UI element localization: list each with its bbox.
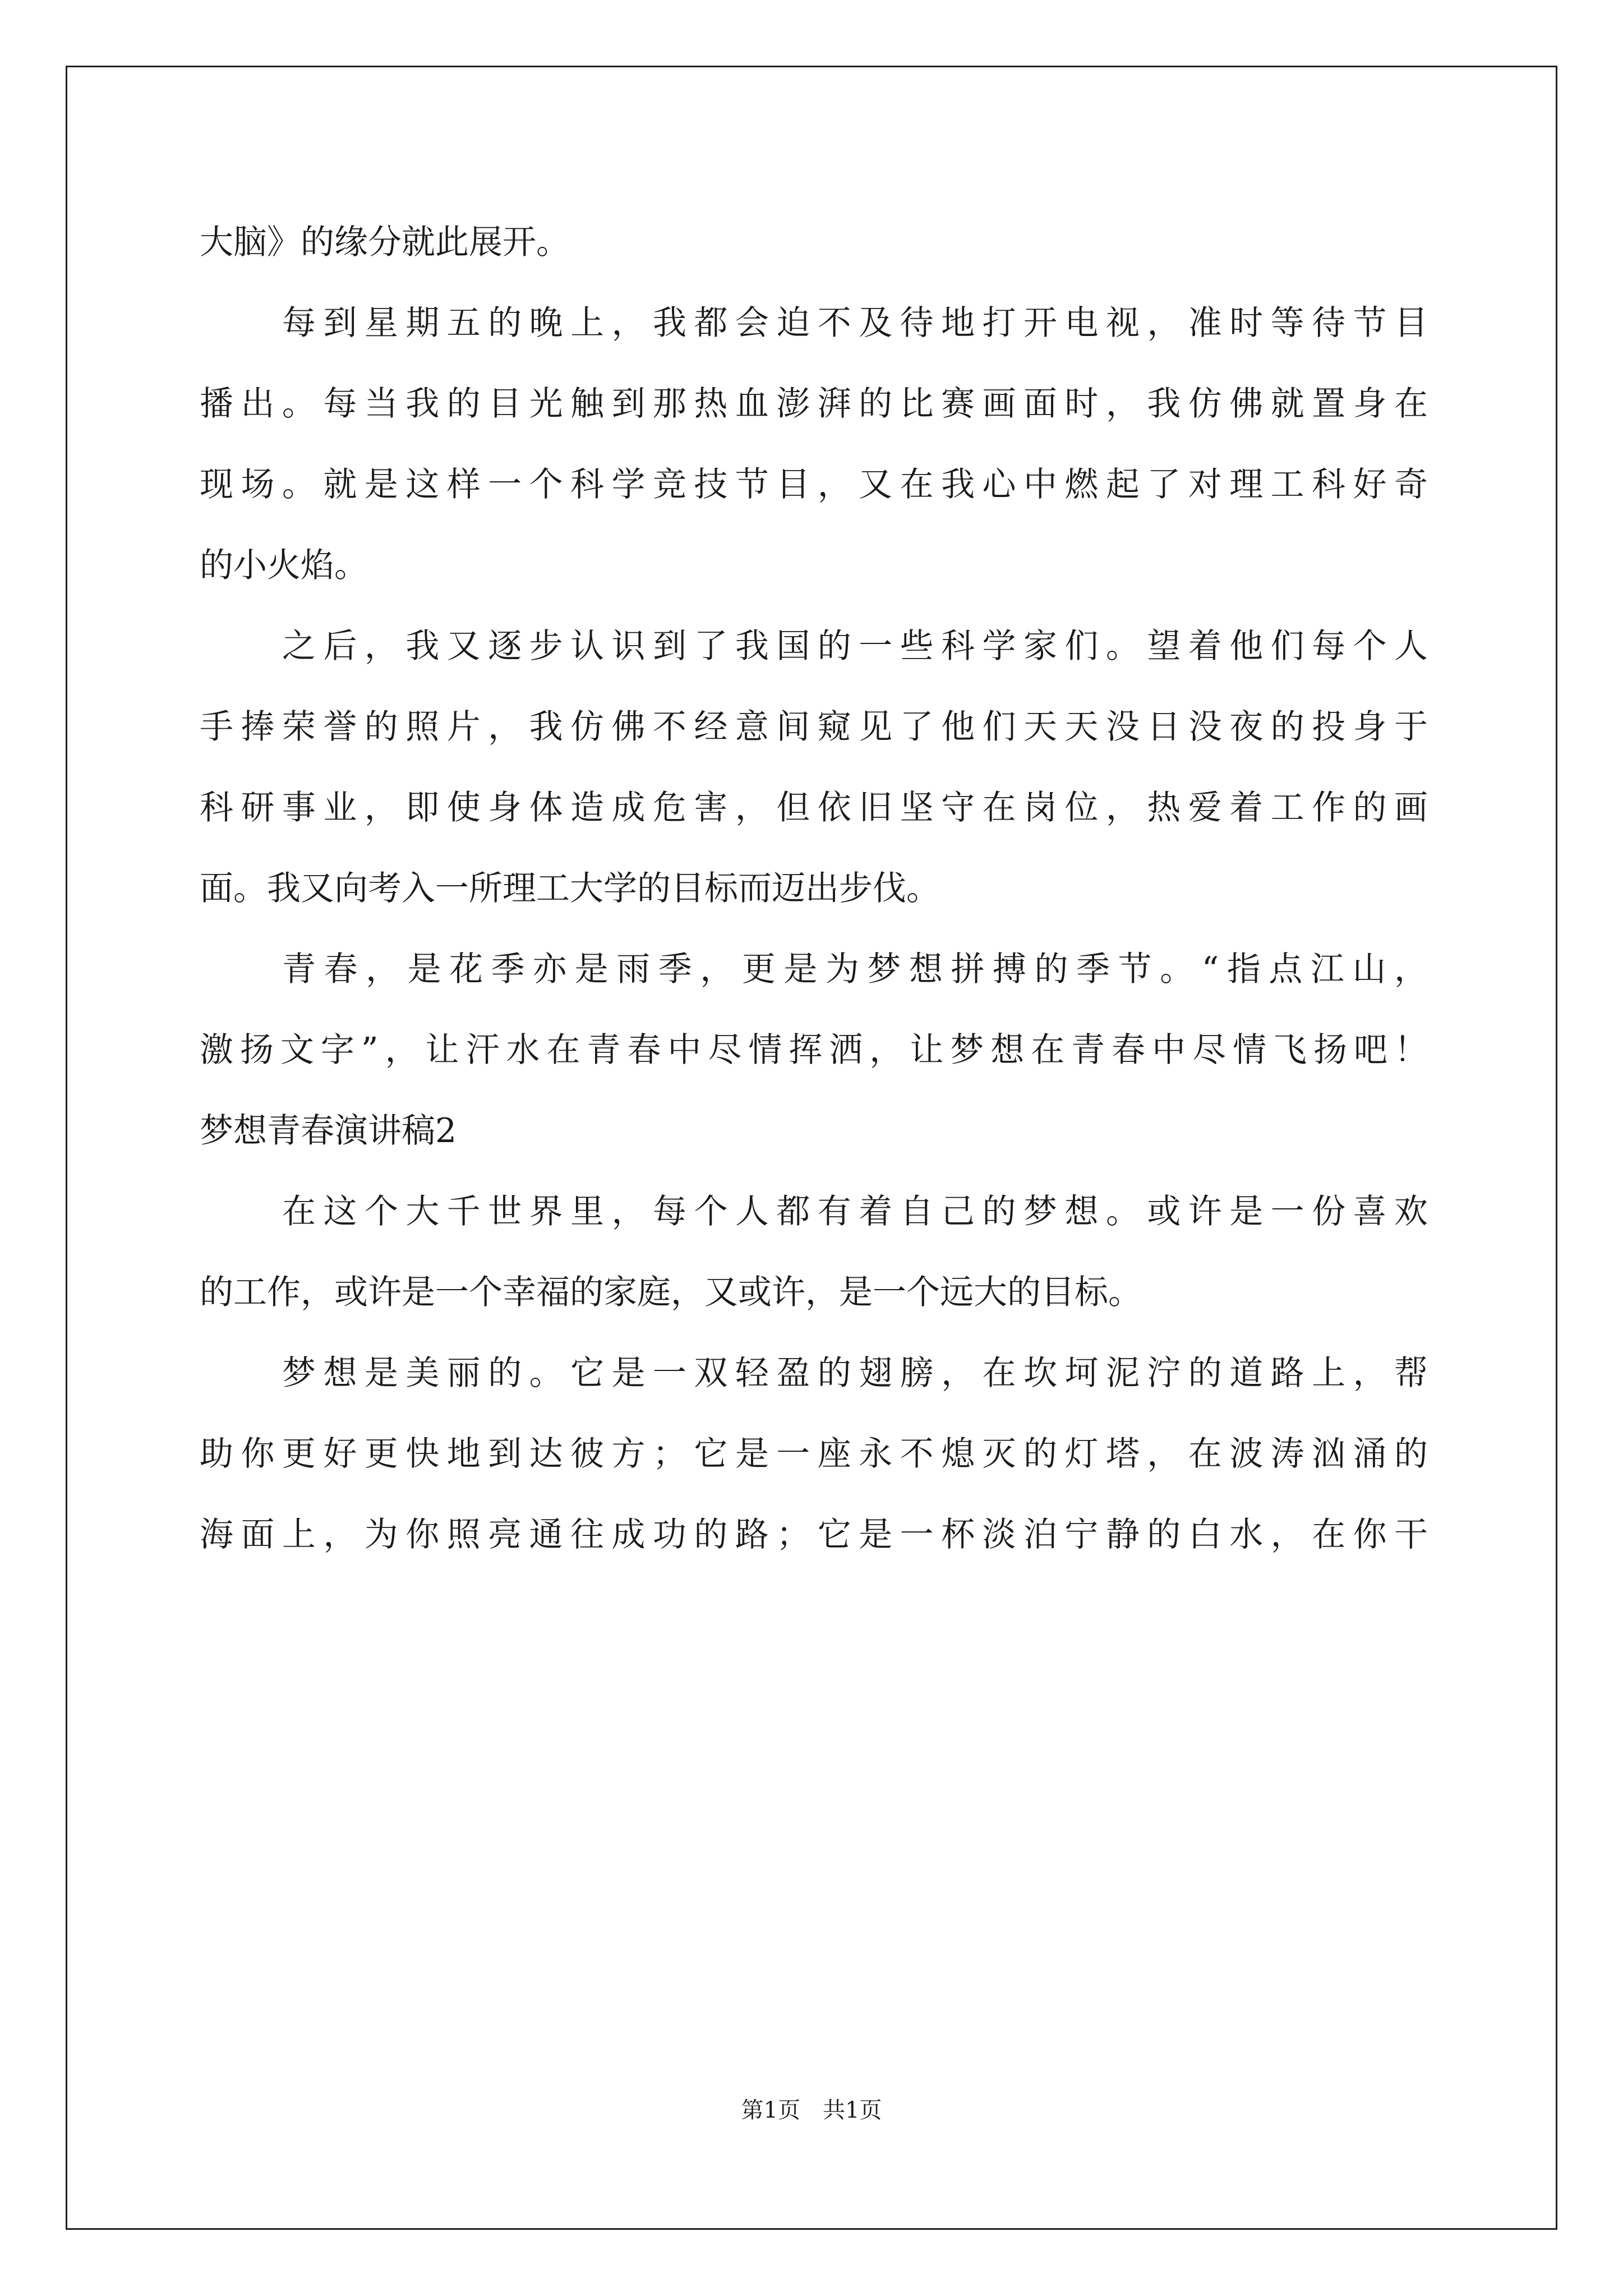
body-text-line: 面。我又向考入一所理工大学的目标而迈出步伐。 [200, 869, 940, 908]
page-number-footer: 第1页 共1页 [741, 2097, 882, 2123]
body-text-line: 的小火焰。 [200, 546, 368, 585]
paragraph-first-line: 在这个大千世界里，每个人都有着自己的梦想。或许是一份喜欢 [282, 1192, 1428, 1231]
body-text-line: 播出。每当我的目光触到那热血澎湃的比赛画面时，我仿佛就置身在 [200, 384, 1428, 424]
paragraph-first-line: 梦想是美丽的。它是一双轻盈的翅膀，在坎坷泥泞的道路上，帮 [282, 1354, 1428, 1393]
body-text-line: 助你更好更快地到达彼方；它是一座永不熄灭的灯塔，在波涛汹涌的 [200, 1434, 1428, 1474]
body-text-line: 的工作，或许是一个幸福的家庭，又或许，是一个远大的目标。 [200, 1273, 1142, 1312]
body-text-line: 大脑》的缘分就此展开。 [200, 223, 570, 262]
body-text-line: 激扬文字”，让汗水在青春中尽情挥洒，让梦想在青春中尽情飞扬吧！ [200, 1030, 1428, 1070]
paragraph-first-line: 之后，我又逐步认识到了我国的一些科学家们。望着他们每个人 [282, 627, 1428, 666]
section-heading: 梦想青春演讲稿2 [200, 1111, 457, 1151]
body-text-line: 科研事业，即使身体造成危害，但依旧坚守在岗位，热爱着工作的画 [200, 788, 1428, 827]
body-text-line: 海面上，为你照亮通往成功的路；它是一杯淡泊宁静的白水，在你干 [200, 1515, 1428, 1554]
body-text-line: 手捧荣誉的照片，我仿佛不经意间窥见了他们天天没日没夜的投身于 [200, 707, 1428, 747]
body-text-line: 现场。就是这样一个科学竞技节目，又在我心中燃起了对理工科好奇 [200, 465, 1428, 504]
paragraph-first-line: 青春，是花季亦是雨季，更是为梦想拼搏的季节。“指点江山， [282, 950, 1428, 989]
paragraph-first-line: 每到星期五的晚上，我都会迫不及待地打开电视，准时等待节目 [282, 303, 1428, 343]
